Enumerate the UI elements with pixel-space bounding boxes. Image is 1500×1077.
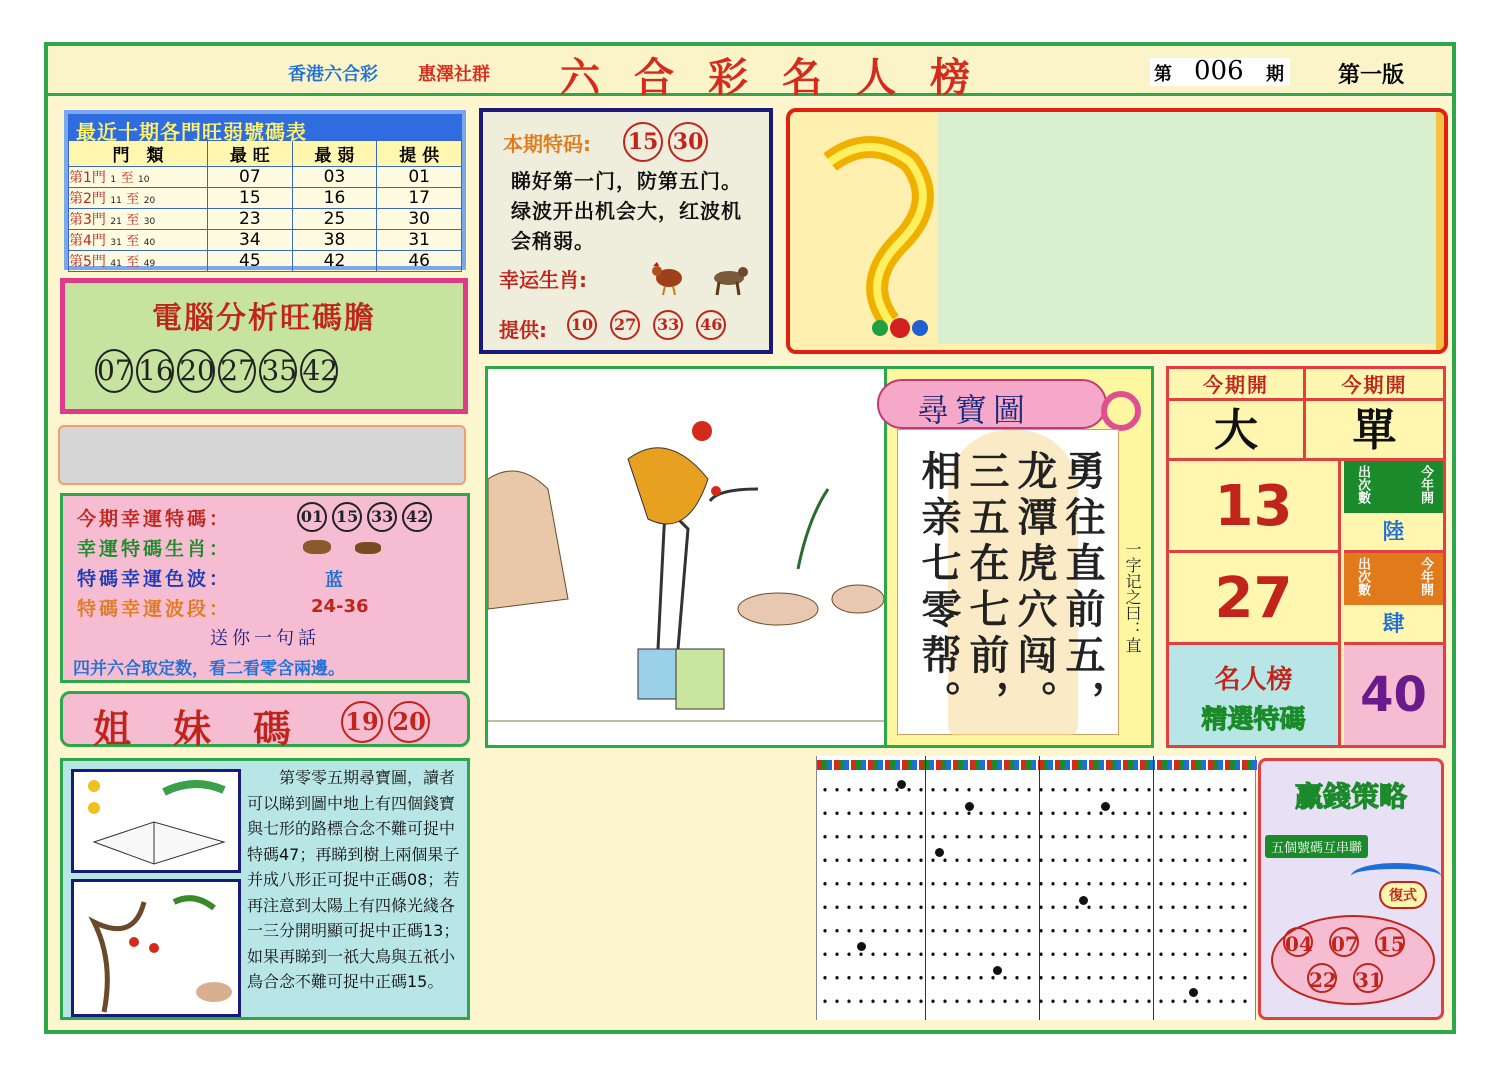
- color-header-row: [817, 760, 1257, 770]
- sister-panel: [60, 691, 470, 751]
- issue-prefix: 第: [1154, 64, 1172, 85]
- logo-banner: [786, 108, 1448, 354]
- poem-column: 三五在七前，: [963, 450, 1010, 726]
- number-circle: 07: [1329, 927, 1359, 957]
- door-to-label: 至: [126, 192, 140, 207]
- computer-panel: [60, 278, 468, 414]
- number-circle: 10: [567, 310, 597, 340]
- rooster-icon: [649, 262, 687, 296]
- poem-column: 龙潭虎穴闯。: [1011, 450, 1058, 726]
- count-label: 出次數: [1355, 557, 1370, 596]
- door-to-label: 至: [126, 234, 140, 249]
- boar-icon: [355, 542, 381, 554]
- book-illustration: [71, 769, 241, 873]
- weak-cell: 38: [292, 230, 377, 251]
- special-advice: 睇好第一门，防第五门。绿波开出机会大，红波机会稍弱。: [511, 169, 742, 253]
- tree-illustration: [71, 879, 241, 1017]
- offer-cell: 46: [377, 251, 462, 272]
- sister-label: 姐妹碼: [93, 707, 334, 751]
- edition-label: 第一版: [1338, 63, 1405, 88]
- number-circle: 20: [388, 701, 430, 743]
- selected-label: 精選特碼: [1201, 705, 1306, 735]
- number-circle: 19: [341, 701, 383, 743]
- table-header: 最 弱: [292, 141, 377, 167]
- offer-cell: 01: [377, 167, 462, 188]
- selected-label-box: [1169, 645, 1341, 745]
- number-circle: 35: [259, 349, 297, 393]
- lucky-range-label: 特碼幸運波段：: [77, 598, 232, 620]
- weak-strong-title: 最近十期各門旺弱號碼表: [68, 114, 462, 140]
- open-number: 27: [1169, 553, 1341, 645]
- strong-cell: 45: [208, 251, 293, 272]
- number-circle: 15: [623, 122, 663, 162]
- lucky-zodiac-label: 幸运生肖:: [499, 268, 587, 292]
- number-circle: 42: [300, 349, 338, 393]
- lucky-range-value: 24-36: [311, 596, 369, 617]
- number-circle: 31: [1353, 963, 1383, 993]
- offer-numbers: [567, 310, 726, 340]
- number-circle: 46: [696, 310, 726, 340]
- dot-mark: [993, 966, 1002, 975]
- weak-cell: 03: [292, 167, 377, 188]
- open-header: 今期開: [1169, 369, 1306, 401]
- number-circle: 27: [218, 349, 256, 393]
- door-to-label: 至: [120, 171, 134, 186]
- dot-mark: [1189, 988, 1198, 997]
- weak-cell: 42: [292, 251, 377, 272]
- strong-cell: 15: [208, 188, 293, 209]
- table-header: 提 供: [377, 141, 462, 167]
- story-panel: [60, 758, 470, 1020]
- dot-mark: [897, 780, 906, 789]
- decorative-strip: [1436, 112, 1448, 354]
- table-row: [69, 167, 462, 188]
- number-circle: 20: [177, 349, 215, 393]
- strategy-badge: 復式: [1379, 881, 1427, 909]
- saying-text: 四并六合取定数，看二看零含兩邊。: [73, 659, 345, 679]
- selected-number: 40: [1344, 645, 1443, 745]
- number-circle: 15: [1375, 927, 1405, 957]
- dot-mark: [1101, 802, 1110, 811]
- lucky-color-value: 蓝: [325, 570, 343, 591]
- dot-mark: [857, 942, 866, 951]
- dot-matrix: [816, 756, 1256, 1020]
- weak-cell: 25: [292, 209, 377, 230]
- page-title: 六合彩名人榜: [560, 54, 1004, 101]
- door-to-label: 至: [126, 213, 140, 228]
- story-text: 第零零五期尋寶圖，讀者可以睇到圖中地上有四個錢寶與七形的路標合念不難可捉中特碼47；再睇到樹上兩個果子并成八形正可捉中正碼08；若再注意到太陽上有四條光綫各一三分開明顯可捉中正碼13；如果再睇到一祇大鳥與五祇小鳥合念不難可捉中正碼15。: [247, 768, 460, 991]
- strategy-numbers: [1271, 915, 1435, 1005]
- number-circle: 15: [332, 502, 362, 532]
- tiger-icon: [303, 540, 331, 554]
- side-note: 一字记之曰：直: [1123, 541, 1142, 653]
- dot-mark: [935, 848, 944, 857]
- door-from: 41: [110, 259, 122, 269]
- door-to: 40: [143, 238, 156, 248]
- offer-cell: 30: [377, 209, 462, 230]
- scroll-curl-icon: [1101, 391, 1141, 431]
- lucky-panel: [60, 493, 470, 683]
- table-header: 最 旺: [208, 141, 293, 167]
- count-value: 陸: [1344, 513, 1443, 553]
- header-label-hk: 香港六合彩: [288, 64, 378, 85]
- count-label: 出次數: [1355, 465, 1370, 504]
- poem-column: 相亲七零帮。: [915, 450, 962, 726]
- strong-cell: 07: [208, 167, 293, 188]
- door-to-label: 至: [126, 255, 140, 270]
- number-circle: 33: [653, 310, 683, 340]
- open-header: 今期開: [1306, 369, 1443, 401]
- dot-mark: [965, 802, 974, 811]
- count-badge: [1344, 553, 1443, 605]
- door-label: 第5門: [69, 254, 106, 270]
- strategy-panel: [1258, 758, 1444, 1020]
- poem-column: 勇往直前五，: [1059, 450, 1106, 726]
- dot-mark: [1079, 896, 1088, 905]
- door-to: 20: [143, 196, 156, 206]
- table-row: [69, 209, 462, 230]
- strategy-subtitle: 五個號碼互串聯: [1265, 835, 1368, 858]
- number-circle: 33: [367, 502, 397, 532]
- door-label: 第4門: [69, 233, 106, 249]
- strong-cell: 23: [208, 209, 293, 230]
- blurred-panel: [938, 108, 1436, 344]
- number-circle: 30: [668, 122, 708, 162]
- lucky-color-label: 特碼幸運色波：: [77, 568, 232, 590]
- number-circle: 01: [297, 502, 327, 532]
- computer-title: 電腦分析旺碼膽: [152, 301, 376, 336]
- door-to: 49: [143, 259, 156, 269]
- offer-cell: 17: [377, 188, 462, 209]
- dog-icon: [707, 262, 751, 296]
- lucky-code-label: 今期幸運特碼：: [77, 508, 232, 530]
- header-label-community: 惠澤社群: [418, 64, 490, 85]
- lucky-zodiac-label: 幸運特碼生肖：: [77, 538, 232, 560]
- door-to: 10: [138, 175, 150, 185]
- table-row: [69, 251, 462, 272]
- famous-label: 名人榜: [1214, 665, 1293, 695]
- issue-suffix: 期: [1266, 64, 1284, 85]
- crane-illustration: [485, 366, 887, 748]
- door-from: 1: [110, 175, 117, 185]
- strategy-title: 贏錢策略: [1294, 780, 1407, 813]
- weak-strong-table: [68, 140, 462, 272]
- count-badge: [1344, 461, 1443, 513]
- door-from: 21: [110, 217, 122, 227]
- special-label: 本期特码:: [503, 132, 591, 156]
- open-panel: [1166, 366, 1446, 748]
- issue-box: [1150, 58, 1290, 86]
- open-size-value: 大: [1169, 401, 1306, 461]
- door-from: 11: [110, 196, 122, 206]
- door-label: 第3門: [69, 212, 106, 228]
- open-number: 13: [1169, 461, 1341, 553]
- year-label: 今年開: [1418, 465, 1433, 504]
- door-label: 第1門: [69, 170, 106, 186]
- number-circle: 22: [1307, 963, 1337, 993]
- number-circle: 04: [1283, 927, 1313, 957]
- weak-cell: 16: [292, 188, 377, 209]
- offer-label: 提供:: [499, 318, 547, 342]
- open-parity-value: 單: [1306, 401, 1443, 461]
- number-circle: 16: [136, 349, 174, 393]
- blurred-panel: [58, 425, 466, 485]
- table-row: [69, 230, 462, 251]
- year-label: 今年開: [1418, 557, 1433, 596]
- saying-title: 送你一句話: [210, 628, 320, 649]
- computer-numbers: [95, 349, 339, 393]
- number-circle: 07: [95, 349, 133, 393]
- number-circle: 42: [402, 502, 432, 532]
- issue-number: 006: [1194, 56, 1244, 86]
- door-label: 第2門: [69, 191, 106, 207]
- special-numbers: [623, 122, 708, 162]
- special-panel: [479, 108, 773, 354]
- weak-strong-panel: [64, 110, 466, 270]
- door-from: 31: [110, 238, 122, 248]
- dot-grid: [819, 778, 1255, 1018]
- strong-cell: 34: [208, 230, 293, 251]
- dragon-logo-icon: [800, 122, 950, 348]
- treasure-paper: [897, 429, 1119, 735]
- treasure-panel: [884, 366, 1154, 748]
- count-value: 肆: [1344, 605, 1443, 645]
- treasure-title: 尋寶圖: [917, 391, 1032, 429]
- number-circle: 27: [610, 310, 640, 340]
- table-header: 門 類: [69, 141, 208, 167]
- table-row: [69, 188, 462, 209]
- lucky-code-numbers: [297, 502, 432, 532]
- door-to: 30: [143, 217, 156, 227]
- sister-numbers: [341, 701, 430, 743]
- offer-cell: 31: [377, 230, 462, 251]
